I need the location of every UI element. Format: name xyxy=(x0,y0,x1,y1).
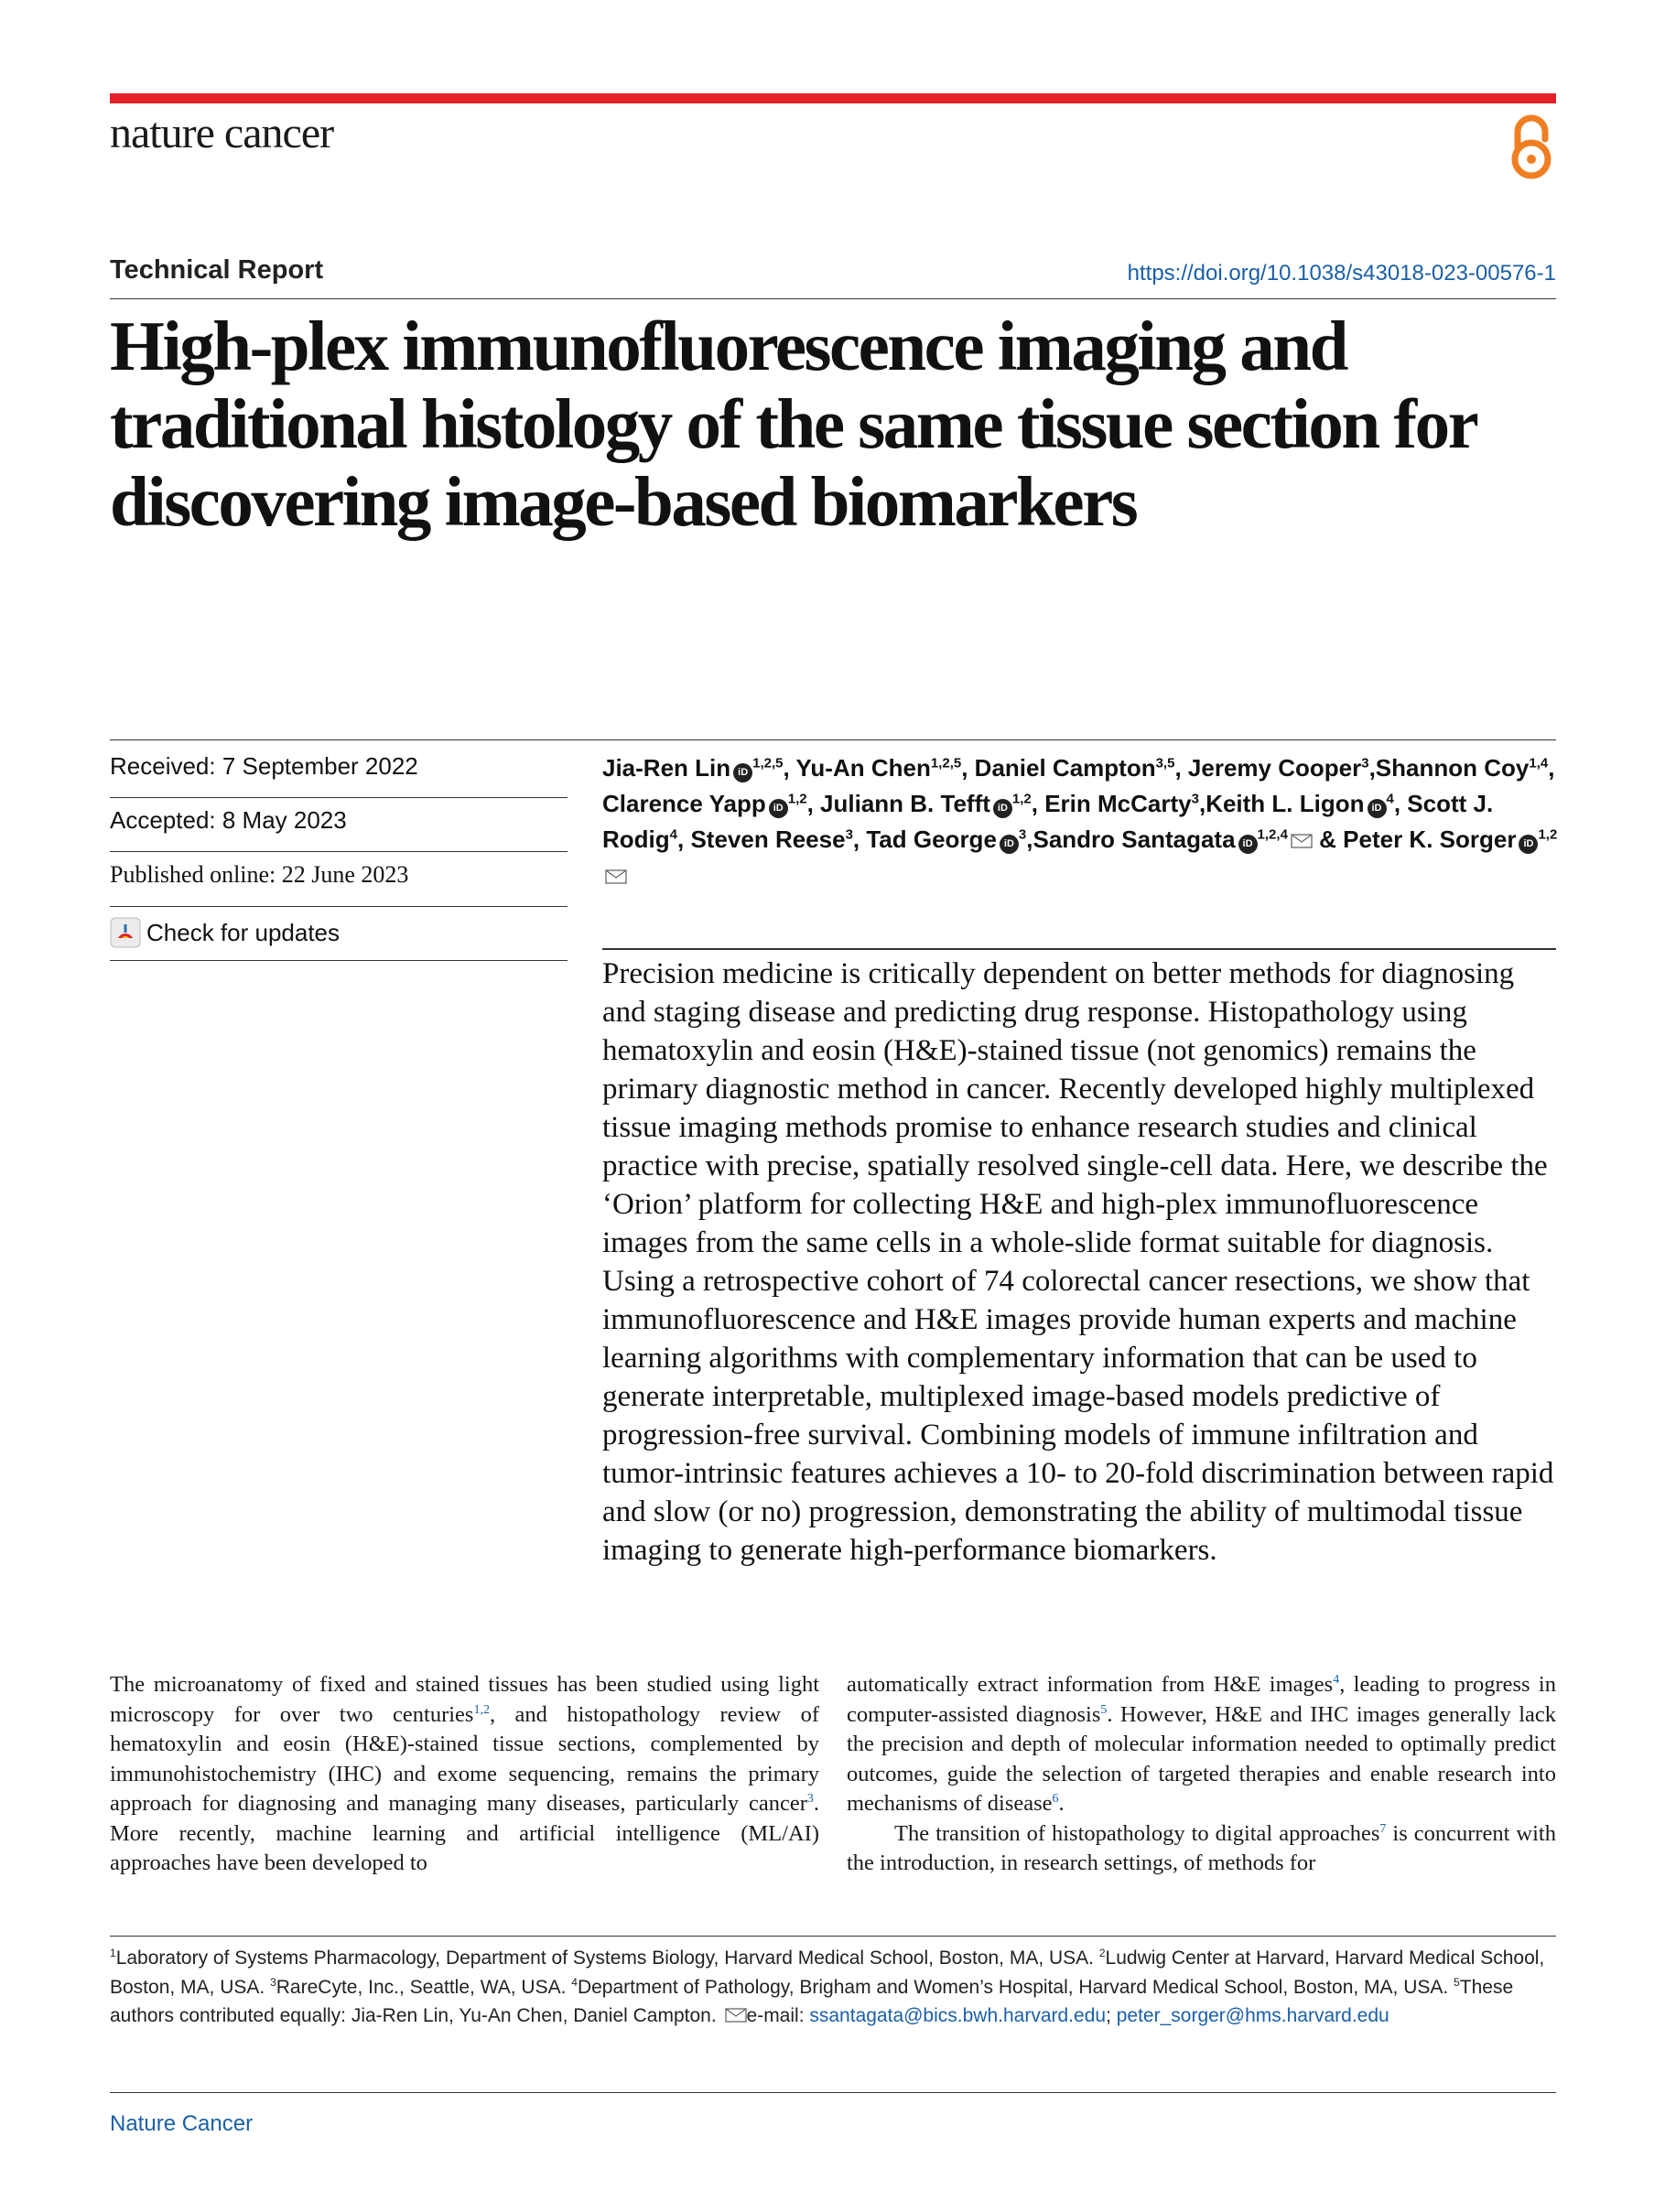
affiliations: $^1$Laboratory of Systems Pharmacology, Department of Systems Biology, Harvard Medical School, Boston, MA, USA. $^2$Ludwig Center at Harvard, Harvard Medical School, Boston, MA, USA. $^3$RareCyte, Inc., Seattle, WA, USA. $^4$Department of Pathology, Brigham and Women’s Hospital, Harvard Medical School, Boston, MA, USA. $^5$These authors contributed equally: Jia-Ren Lin, Yu-An Chen, Daniel Campton. e-mail: ssantagata@bics.bwh.harvard.edu; peter_sorger@hms.harvard.edu xyxy=(110,1947,1545,2026)
doi-link[interactable]: https://doi.org/10.1038/s43018-023-00576-1 xyxy=(1127,261,1556,286)
author-name: Peter K. Sorger xyxy=(1343,825,1517,853)
email-icon xyxy=(725,2008,747,2023)
orcid-icon[interactable]: iD xyxy=(769,799,788,818)
orcid-icon[interactable]: iD xyxy=(1368,799,1387,818)
author-affiliation-sup: 1,2,4 xyxy=(1257,826,1288,843)
check-updates-button[interactable] xyxy=(110,917,340,948)
author-name: Yu-An Chen xyxy=(795,754,931,782)
citation-sup: 5 xyxy=(1454,1975,1460,1989)
orcid-icon[interactable]: iD xyxy=(1519,835,1538,854)
citation-sup: 3 xyxy=(806,1791,814,1806)
author-name: Scott J. Rodig xyxy=(602,790,1494,853)
email-icon xyxy=(605,869,627,884)
check-updates-label: Check for updates xyxy=(146,918,341,946)
published-date: Published online: 22 June 2023 xyxy=(110,861,409,888)
journal-name: nature cancer xyxy=(110,109,334,157)
citation-sup: 4 xyxy=(571,1975,578,1989)
author-affiliation-sup: 1,2,5 xyxy=(752,755,784,772)
citation-sup: 3 xyxy=(270,1975,276,1989)
open-access-icon xyxy=(1507,112,1556,181)
meta-rule xyxy=(110,851,568,852)
citation-sup: 4 xyxy=(1333,1672,1340,1687)
accepted-date: Accepted: 8 May 2023 xyxy=(110,806,347,834)
body-paragraph: automatically extract information from H&E images$^4$, leading to progress in computer-assisted diagnosis$^5$. However, H&E and IHC images generally lack the precision and depth of molecular information needed to optimally predict outcomes, guide the selection of targeted therapies and enable research into mechanisms of disease$^6$. xyxy=(847,1672,1556,1816)
author-affiliation-sup: 1,2 xyxy=(787,791,807,807)
citation-sup: 5 xyxy=(1100,1702,1108,1717)
author-name: Juliann B. Tefft xyxy=(820,790,990,817)
author-list: Jia-Ren Lin iD$^{1,2,5}$, Yu-An Chen$^{1,2,5}$, Daniel Campton$^{3,5}$, Jeremy Cooper$^3$,Shannon Coy$^{1,4}$, Clarence Yapp iD$^{1,2}$, Juliann B. Tefft iD$^{1,2}$, Erin McCarty$^3$,Keith L. Ligon $iD^4$, Scott J. Rodig$^4$, Steven Reese$^3$, Tad George $iD^3,Sandro$ Santagata iD$^{1,2,4}$ & Peter K. Sorger iD$^{1,2}$ xyxy=(602,750,1563,893)
abstract-text: Precision medicine is critically dependent on better methods for diagnosing and staging disease and predicting drug response. Histopathology using hematoxylin and eosin (H&E)-stained tissue (not genomics) remains the primary diagnostic method in cancer. Recently developed highly multiplexed tissue imaging methods promise to enhance research studies and clinical practice with precise, spatially resolved single-cell data. Here, we describe the ‘Orion’ platform for collecting H&E and high-plex immunofluorescence images from the same cells in a whole-slide format suitable for diagnosis. Using a retrospective cohort of 74 colorectal cancer resections, we show that immunofluorescence and H&E images provide human experts and machine learning algorithms with complementary information that can be used to generate interpretable, multiplexed image-based models predictive of progression-free survival. Combining models of immune infiltration and tumor-intrinsic features achieves a 10- to 20-fold discrimination between rapid and slow (or no) progression, demonstrating the ability of multimodal tissue imaging to generate high-performance biomarkers. xyxy=(602,957,1554,1567)
author-name: Keith L. Ligon xyxy=(1206,790,1365,817)
body-paragraph: The microanatomy of fixed and stained tissues has been studied using light microscopy for over two centuries$^{1,2}$, and histopathology review of hematoxylin and eosin (H&E)-stained tissue sections, complemented by immunohistochemistry (IHC) and exome sequencing, remains the primary approach for diagnosing and managing many diseases, particularly cancer$^3$. More recently, machine learning and artificial intelligence (ML/AI) approaches have been developed to xyxy=(110,1672,819,1875)
citation-sup: 7 xyxy=(1379,1821,1387,1836)
author-name: Erin McCarty xyxy=(1044,790,1192,817)
affiliation-rule xyxy=(110,1936,1556,1937)
orcid-icon[interactable]: iD xyxy=(1000,835,1019,854)
article-title: High-plex immunofluorescence imaging and traditional histology of the same tissue section for discovering image-based biomarkers xyxy=(110,307,1476,541)
author-name: Daniel Campton xyxy=(974,754,1156,782)
footer-rule xyxy=(110,2092,1556,2093)
author-name: Sandro Santagata xyxy=(1033,825,1236,853)
meta-rule xyxy=(110,960,568,961)
meta-rule xyxy=(110,797,568,798)
received-date: Received: 7 September 2022 xyxy=(110,752,418,780)
body-column-right xyxy=(847,1670,1556,1879)
author-affiliation-sup: 1,2 xyxy=(1011,791,1032,807)
citation-sup: 2 xyxy=(1098,1947,1106,1959)
orcid-icon[interactable]: iD xyxy=(993,799,1012,818)
article-type: Technical Report xyxy=(110,255,324,285)
author-name: Shannon Coy xyxy=(1375,754,1530,782)
footer-journal: Nature Cancer xyxy=(110,2111,254,2136)
author-affiliation-sup: 3,5 xyxy=(1155,755,1175,772)
orcid-icon[interactable]: iD xyxy=(1238,835,1258,854)
author-affiliation-sup: 3 xyxy=(1191,791,1199,807)
author-affiliation-sup: 3 xyxy=(1018,826,1027,843)
author-name: Clarence Yapp xyxy=(602,790,766,817)
title-rule xyxy=(110,298,1556,299)
author-affiliation-sup: 4 xyxy=(669,826,677,843)
author-affiliation-sup: 1,4 xyxy=(1529,755,1549,772)
citation-sup: 1,2 xyxy=(473,1702,490,1717)
email-icon xyxy=(1291,834,1313,848)
author-name: Jeremy Cooper xyxy=(1187,754,1362,782)
author-affiliation-sup: 1,2,5 xyxy=(930,755,962,772)
meta-rule xyxy=(110,906,568,907)
check-updates-icon xyxy=(110,917,141,948)
meta-top-rule xyxy=(110,739,1556,740)
orcid-icon[interactable]: iD xyxy=(733,763,752,782)
author-affiliation-sup: 4 xyxy=(1386,791,1394,807)
body-column-left xyxy=(110,1670,819,1879)
author-affiliation-sup: 3 xyxy=(1361,755,1369,772)
author-name: Tad George xyxy=(866,825,997,853)
email-link[interactable]: peter_sorger@hms.harvard.edu xyxy=(1116,2005,1389,2026)
author-name: Steven Reese xyxy=(690,825,846,853)
body-paragraph: The transition of histopathology to digital approaches$^7$ is concurrent with the introduction, in research settings, of methods for xyxy=(847,1820,1556,1875)
email-link[interactable]: ssantagata@bics.bwh.harvard.edu xyxy=(809,2005,1107,2026)
citation-sup: 6 xyxy=(1052,1791,1059,1806)
author-affiliation-sup: 1,2 xyxy=(1538,826,1558,843)
citation-sup: 1 xyxy=(110,1947,116,1959)
abstract-rule xyxy=(602,948,1556,950)
author-name: Jia-Ren Lin xyxy=(602,754,731,782)
author-affiliation-sup: 3 xyxy=(845,826,853,843)
header-accent-bar xyxy=(110,93,1556,103)
